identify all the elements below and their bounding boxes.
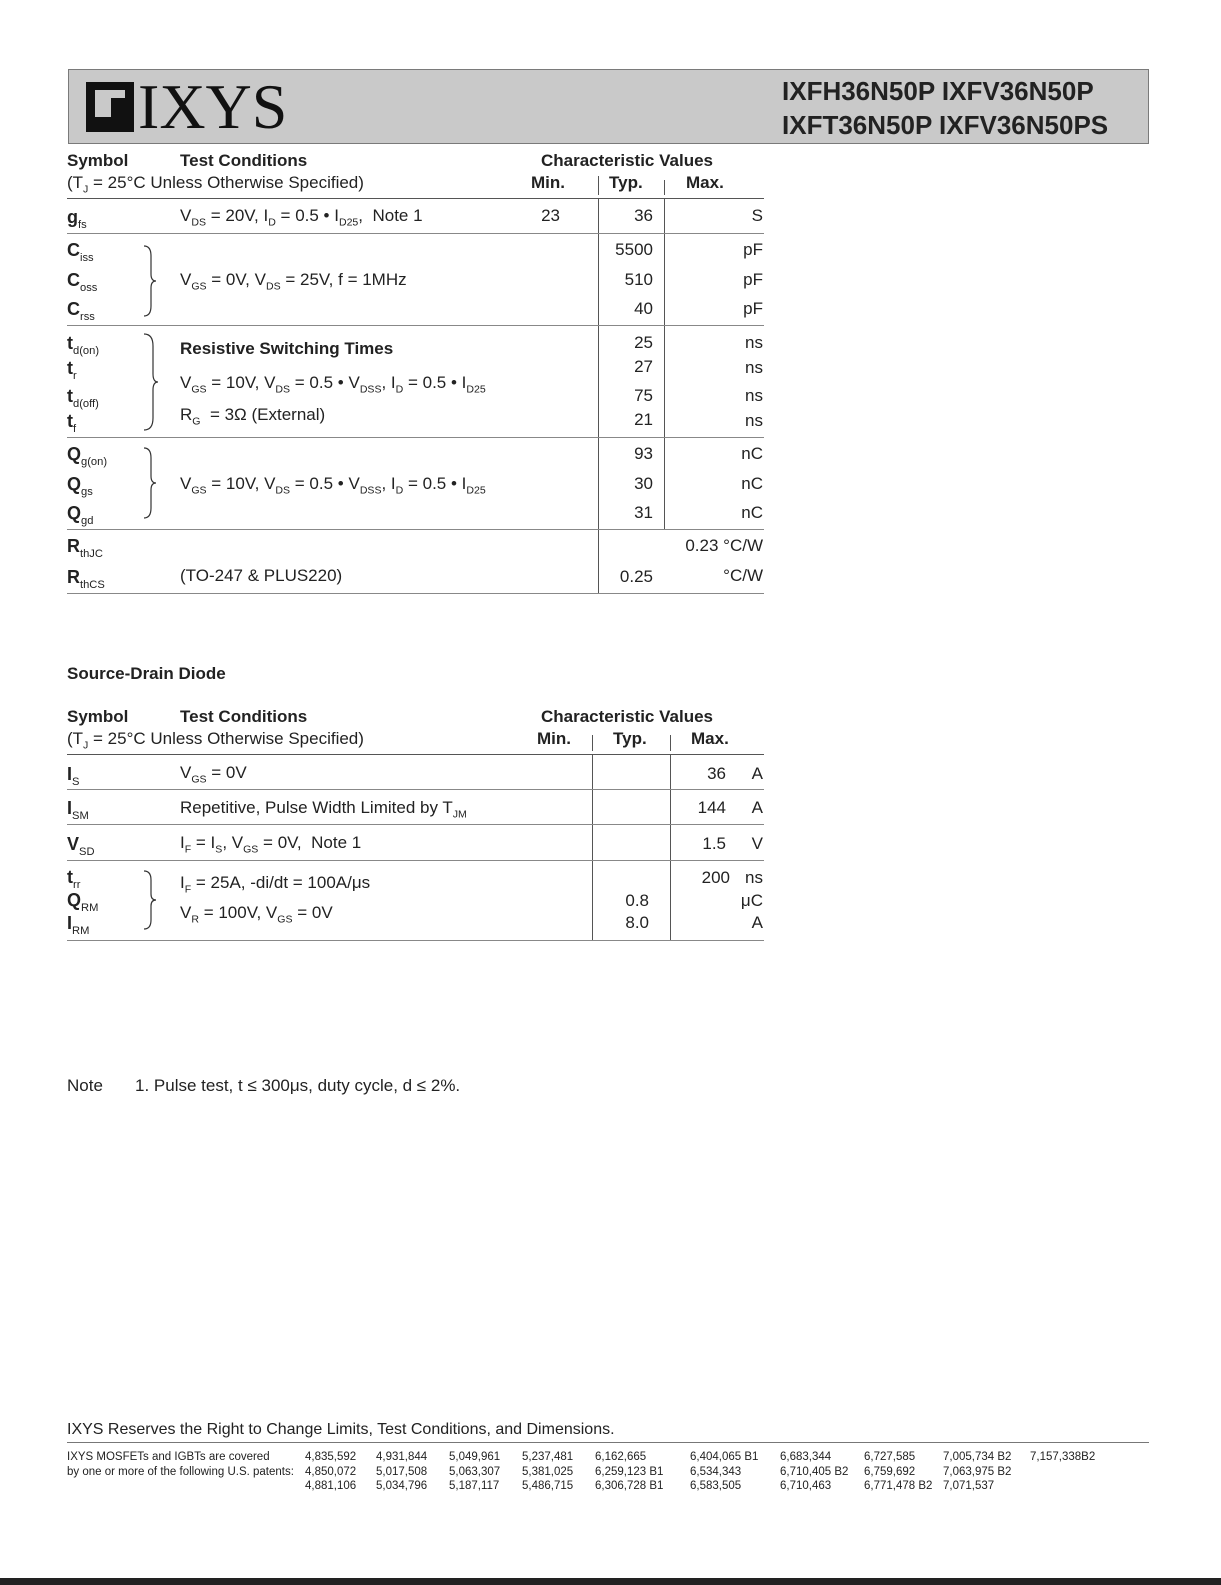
col-typ: Typ.	[609, 173, 643, 192]
tf-typ: 21	[634, 410, 653, 429]
patent-number: 5,187,117	[449, 1480, 500, 1492]
patent-number: 4,835,592	[305, 1451, 357, 1463]
patent-number: 6,710,463	[780, 1480, 832, 1492]
footer-covered-line2: by one or more of the following U.S. patents:	[67, 1465, 294, 1478]
part-numbers-line2: IXFT36N50P IXFV36N50PS	[782, 110, 1109, 140]
col-divider	[664, 199, 665, 529]
symbol-td-on: $t_{d(on)}$	[67, 333, 100, 358]
col-divider	[598, 199, 599, 593]
rthjc-max: 0.23 °C/W	[685, 536, 763, 555]
is-max: 36	[707, 764, 726, 783]
coss-unit: pF	[743, 270, 763, 289]
divider	[67, 824, 764, 825]
qrm-unit: μC	[740, 891, 763, 910]
irm-unit: A	[751, 913, 763, 932]
ciss-unit: pF	[743, 240, 763, 259]
footer-reserve: IXYS Reserves the Right to Change Limits, Test Conditions, and Dimensions.	[67, 1421, 615, 1438]
symbol-ism: $I_{SM}$	[67, 798, 89, 823]
symbol-rthcs: $R_{thCS}$	[67, 567, 105, 592]
divider	[67, 529, 764, 530]
note-label: Note	[67, 1076, 103, 1095]
patent-number: 5,381,025	[522, 1465, 574, 1478]
cond-trr-2: $V_R = 100V$, $V_{GS} = 0V$	[180, 903, 333, 926]
qgd-typ: 31	[634, 503, 653, 522]
cond-capacitance: $V_{GS} = 0V$, $V_{DS} = 25V$, f = 1MHz	[180, 270, 407, 293]
patent-number: 6,259,123 B1	[595, 1465, 664, 1478]
temp-spec: ($T_J = 25^\circ C$ Unless Otherwise Specified)	[67, 729, 364, 752]
qgd-unit: nC	[741, 503, 763, 522]
patent-column	[449, 1450, 500, 1494]
symbol-td-off: $t_{d(off)}$	[67, 386, 99, 411]
header-divider	[664, 180, 665, 195]
footer-covered	[67, 1450, 294, 1479]
symbol-trr: $t_{rr}$	[67, 867, 81, 892]
td-off-unit: ns	[745, 386, 763, 405]
coss-typ: 510	[624, 270, 653, 289]
patent-number: 6,404,065 B1	[690, 1451, 759, 1463]
col-values: Characteristic Values	[541, 707, 713, 726]
diode-title: Source-Drain Diode	[67, 664, 226, 683]
brace-icon	[142, 332, 160, 432]
crss-typ: 40	[634, 299, 653, 318]
patent-number	[1030, 1479, 1095, 1494]
tf-unit: ns	[745, 411, 763, 430]
gfs-typ: 36	[634, 206, 653, 225]
td-off-typ: 75	[634, 386, 653, 405]
patent-column	[595, 1450, 663, 1494]
brace-icon	[142, 244, 158, 318]
symbol-coss: $C_{oss}$	[67, 270, 98, 295]
footer-covered-line1: IXYS MOSFETs and IGBTs are covered	[67, 1451, 270, 1463]
patent-column	[780, 1450, 848, 1494]
divider	[67, 860, 764, 861]
cond-gfs: $V_{DS} = 20V$, $I_D = 0.5$ • $I_{D25}$, Note 1	[180, 206, 423, 229]
symbol-vsd: $V_{SD}$	[67, 834, 95, 859]
patent-column	[305, 1450, 356, 1494]
symbol-qrm: $Q_{RM}$	[67, 890, 99, 915]
symbol-is: $I_S$	[67, 764, 80, 789]
patent-number: 6,710,405 B2	[780, 1465, 849, 1478]
col-symbol: Symbol	[67, 707, 129, 726]
cond-trr-1: $I_F = 25A$, -di/dt = 100A/μs	[180, 873, 371, 896]
crss-unit: pF	[743, 299, 763, 318]
qgs-unit: nC	[741, 474, 763, 493]
trr-unit: ns	[745, 868, 763, 887]
tr-typ: 27	[634, 357, 653, 376]
patent-number: 5,486,715	[522, 1480, 574, 1492]
patent-number: 4,850,072	[305, 1465, 357, 1478]
cond-rg: $R_G = 3\Omega$ (External)	[180, 405, 326, 428]
cond-switching: $V_{GS} = 10V$, $V_{DS} = 0.5$ • $V_{DSS}$, $I_D = 0.5$ • $I_{D25}$	[180, 373, 486, 396]
patent-column	[864, 1450, 932, 1494]
irm-typ: 8.0	[625, 913, 649, 932]
patent-number: 6,727,585	[864, 1451, 916, 1463]
ism-unit: A	[751, 798, 763, 817]
patent-number: 6,759,692	[864, 1465, 916, 1478]
patent-number: 7,005,734 B2	[943, 1451, 1012, 1463]
footer-divider	[67, 1442, 1149, 1443]
cond-ism: Repetitive, Pulse Width Limited by $T_{JM}$	[180, 798, 467, 821]
col-typ: Typ.	[613, 729, 647, 748]
cond-gate-charge: $V_{GS} = 10V$, $V_{DS} = 0.5$ • $V_{DSS}$, $I_D = 0.5$ • $I_{D25}$	[180, 474, 486, 497]
divider	[67, 437, 764, 438]
col-max: Max.	[686, 173, 724, 192]
td-on-unit: ns	[745, 333, 763, 352]
vsd-max: 1.5	[702, 834, 726, 853]
patent-number: 4,881,106	[305, 1480, 357, 1492]
ixys-logo	[86, 71, 288, 142]
temp-spec: ($T_J = 25^\circ C$ Unless Otherwise Specified)	[67, 173, 364, 196]
patent-column	[376, 1450, 427, 1494]
header-divider	[592, 735, 593, 751]
note-text: 1. Pulse test, t ≤ 300μs, duty cycle, d ≤ 2%.	[135, 1076, 461, 1095]
divider	[67, 233, 764, 234]
divider	[67, 789, 764, 790]
patent-number: 5,063,307	[449, 1465, 501, 1478]
header-divider	[670, 735, 671, 751]
qg-typ: 93	[634, 444, 653, 463]
part-numbers-line1: IXFH36N50P IXFV36N50P	[782, 76, 1094, 106]
symbol-qg-on: $Q_{g(on)}$	[67, 444, 108, 469]
qrm-typ: 0.8	[625, 891, 649, 910]
symbol-irm: $I_{RM}$	[67, 913, 90, 938]
divider	[67, 940, 764, 941]
patent-column	[522, 1450, 573, 1494]
patent-number: 6,162,665	[595, 1451, 647, 1463]
col-max: Max.	[691, 729, 729, 748]
gfs-unit: S	[751, 206, 763, 225]
col-values: Characteristic Values	[541, 151, 713, 170]
vsd-unit: V	[751, 834, 763, 853]
symbol-qgs: $Q_{gs}$	[67, 474, 93, 499]
patent-number: 7,071,537	[943, 1480, 995, 1492]
symbol-crss: $C_{rss}$	[67, 299, 95, 324]
rthcs-unit: °C/W	[723, 566, 763, 585]
symbol-ciss: $C_{iss}$	[67, 240, 94, 265]
logo-text: IXYS	[138, 71, 288, 142]
cond-vsd: $I_F = I_S$, $V_{GS} = 0V$, Note 1	[180, 833, 362, 856]
patent-column	[1030, 1450, 1095, 1494]
brace-icon	[142, 869, 158, 931]
switching-title: Resistive Switching Times	[180, 339, 394, 358]
symbol-rthjc: $R_{thJC}$	[67, 536, 103, 561]
col-min: Min.	[537, 729, 571, 748]
col-divider	[670, 755, 671, 941]
col-min: Min.	[531, 173, 565, 192]
patent-number: 6,771,478 B2	[864, 1480, 933, 1492]
page-bottom-bar	[0, 1578, 1221, 1585]
ism-max: 144	[697, 798, 726, 817]
patent-column	[943, 1450, 1011, 1494]
patent-number: 6,534,343	[690, 1465, 742, 1478]
patent-number: 5,237,481	[522, 1451, 574, 1463]
col-conditions: Test Conditions	[180, 151, 308, 170]
patent-number: 5,017,508	[376, 1465, 428, 1478]
col-divider	[592, 755, 593, 941]
is-unit: A	[751, 764, 763, 783]
col-conditions: Test Conditions	[180, 707, 308, 726]
symbol-tf: $t_f$	[67, 411, 77, 436]
symbol-tr: $t_r$	[67, 358, 77, 383]
ixys-logo-mark-icon	[86, 82, 134, 132]
qg-unit: nC	[741, 444, 763, 463]
header-divider	[598, 176, 599, 195]
patent-number: 5,034,796	[376, 1480, 428, 1492]
gfs-min: 23	[541, 206, 560, 225]
patent-number: 6,583,505	[690, 1480, 742, 1492]
tr-unit: ns	[745, 358, 763, 377]
ciss-typ: 5500	[615, 240, 653, 259]
symbol-qgd: $Q_{gd}$	[67, 503, 94, 528]
patent-number: 7,063,975 B2	[943, 1465, 1012, 1478]
brace-icon	[142, 446, 158, 520]
col-symbol: Symbol	[67, 151, 129, 170]
part-numbers	[782, 74, 1108, 142]
symbol-gfs: $g_{fs}$	[67, 207, 87, 232]
td-on-typ: 25	[634, 333, 653, 352]
divider	[67, 593, 764, 594]
patent-number: 6,683,344	[780, 1451, 832, 1463]
patent-column	[690, 1450, 758, 1494]
patent-number: 7,157,338B2	[1030, 1451, 1096, 1463]
divider	[67, 198, 764, 199]
rthcs-typ: 0.25	[619, 567, 653, 586]
divider	[67, 325, 764, 326]
cond-is: $V_{GS} = 0V$	[180, 763, 247, 786]
patent-number	[1030, 1465, 1095, 1480]
trr-max: 200	[701, 868, 730, 887]
patent-number: 6,306,728 B1	[595, 1480, 664, 1492]
qgs-typ: 30	[634, 474, 653, 493]
patent-number: 4,931,844	[376, 1451, 428, 1463]
cond-rthcs: (TO-247 & PLUS220)	[180, 566, 343, 585]
patent-number: 5,049,961	[449, 1451, 501, 1463]
divider	[67, 754, 764, 755]
